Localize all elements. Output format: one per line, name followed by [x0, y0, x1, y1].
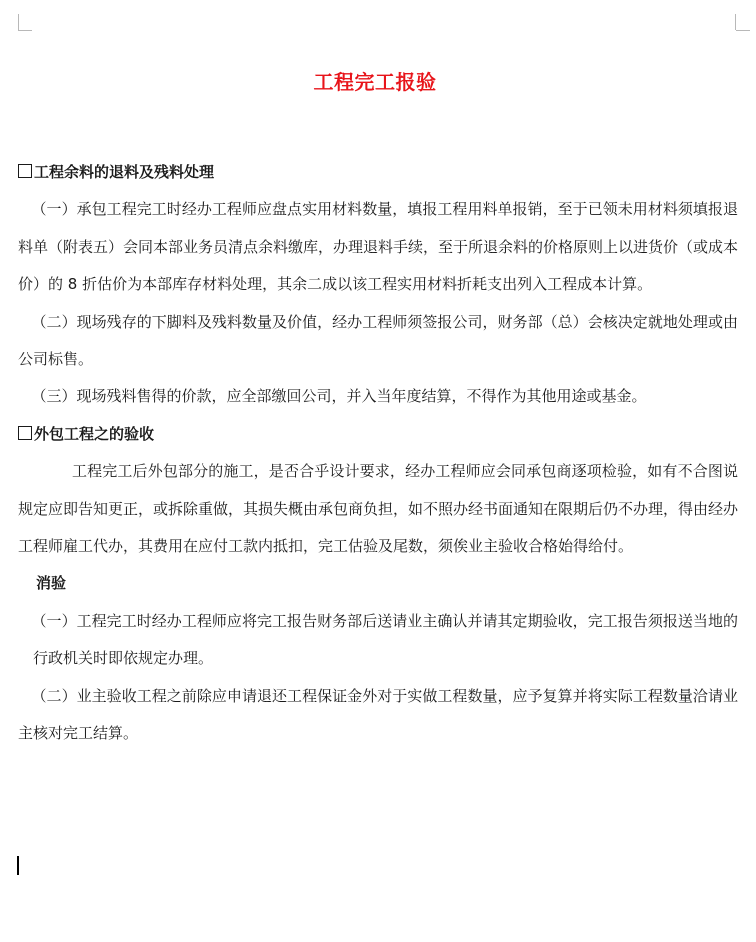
paragraph: （三）现场残料售得的价款，应全部缴回公司，并入当年度结算，不得作为其他用途或基金。	[31, 387, 647, 406]
page-corner-mark-top-right	[736, 30, 750, 31]
section-heading: 消验	[36, 574, 67, 593]
page-corner-mark-top-left	[18, 30, 32, 31]
document-title: 工程完工报验	[313, 70, 437, 94]
text-cursor	[17, 856, 19, 875]
section-heading-text: 工程余料的退料及残料处理	[34, 163, 215, 181]
document-body[interactable]	[18, 154, 738, 753]
section-heading-text: 外包工程之的验收	[34, 424, 155, 443]
checkbox-icon	[18, 164, 32, 178]
page-corner-mark-top-left-vertical	[18, 14, 19, 30]
section-heading	[18, 416, 738, 453]
checkbox-icon	[18, 426, 32, 440]
paragraph: （一）工程完工时经办工程师应将完工报告财务部后送请业主确认并请其定期验收，完工报告须报送当地的行政机关时即依规定办理。	[31, 611, 738, 668]
section-heading	[18, 154, 738, 191]
page-corner-mark-top-right-vertical	[735, 14, 736, 30]
paragraph: （二）业主验收工程之前除应申请退还工程保证金外对于实做工程数量，应予复算并将实际工程数量洽请业主核对完工结算。	[18, 686, 738, 743]
paragraph: （二）现场残存的下脚料及残料数量及价值，经办工程师须签报公司，财务部（总）会核决定就地处理或由公司标售。	[18, 312, 738, 369]
paragraph: 工程完工后外包部分的施工，是否合乎设计要求，经办工程师应会同承包商逐项检验，如有不合图说规定应即告知更正，或拆除重做，其损失概由承包商负担，如不照办经书面通知在限期后仍不办理，得由经办工程师雇工代办，其费用在应付工款内抵扣，完工估验及尾数，须俟业主验收合格始得给付。	[18, 462, 739, 556]
paragraph: （一）承包工程完工时经办工程师应盘点实用材料数量，填报工程用料单报销，至于已领未用材料须填报退料单（附表五）会同本部业务员清点余料缴库，办理退料手续，至于所退余料的价格原则上以进货价（或成本价）的 8 折估价为本部库存材料处理，其余二成以该工程实用材料折耗支出列入工程成本计算。	[18, 200, 739, 294]
